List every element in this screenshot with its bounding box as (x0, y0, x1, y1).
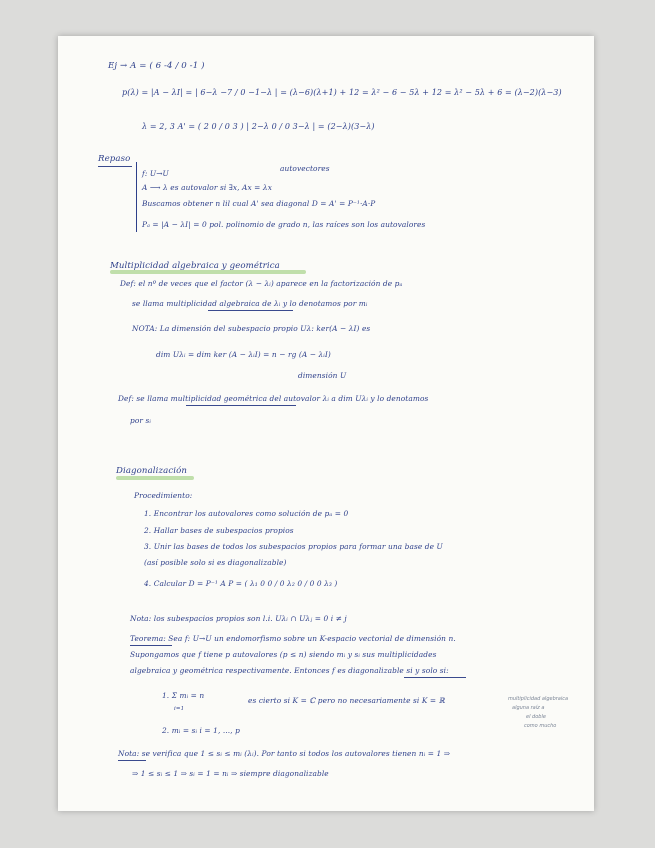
condition-1-subscript: i=1 (174, 706, 185, 712)
side-note-3: el doble (526, 714, 546, 720)
def-geometrica-line-1: Def: se llama multiplicidad geométrica del autovalor λᵢ a dim Uλᵢ y lo denotamos (118, 394, 429, 403)
dimension-note: dimensión U (298, 371, 347, 380)
teorema-line-2: Supongamos que f tiene p autovalores (p ≤ n) siendo mᵢ y sᵢ sus multiplicidades (130, 650, 437, 659)
side-note-4: como mucho (524, 723, 557, 729)
condition-1-note: es cierto si K = ℂ pero no necesariamente si K = ℝ (248, 696, 445, 705)
def-algebraica-line-1: Def: el nº de veces que el factor (λ − λᵢ) aparece en la factorización de pₐ (120, 279, 403, 288)
step-4: 4. Calcular D = P⁻¹ A P = ( λ₁ 0 0 / 0 λ₂ 0 / 0 0 λ₃ ) (144, 579, 338, 588)
repaso-line-4: Pₐ = |A − λI| = 0 pol. polinomio de grado n, las raíces son los autovalores (142, 220, 426, 229)
def-geometrica-line-2: por sᵢ (130, 416, 151, 425)
nota-final-underline (118, 760, 146, 761)
procedimiento-label: Procedimiento: (134, 491, 193, 500)
autovectores-note: autovectores (280, 164, 330, 173)
teorema-line-1: Teorema: Sea f: U→U un endomorfismo sobre un K-espacio vectorial de dimensión n. (130, 634, 456, 643)
condition-1: 1. Σ mᵢ = n (162, 691, 205, 700)
eigenvalues-line: λ = 2, 3 A' = ( 2 0 / 0 3 ) | 2−λ 0 / 0 3−λ | = (2−λ)(3−λ) (142, 122, 375, 131)
side-note-1: multiplicidad algebraica (508, 696, 569, 702)
step-3-line-1: 3. Unir las bases de todos los subespacios propios para formar una base de U (144, 542, 443, 551)
dimension-formula: dim Uλᵢ = dim ker (A − λᵢI) = n − rg (A − λᵢI) (156, 350, 331, 359)
repaso-underline (98, 166, 132, 167)
step-3-line-2: (así posible solo si es diagonalizable) (144, 558, 287, 567)
repaso-line-1: f: U→U (142, 169, 169, 178)
def-algebraica-line-2: se llama multiplicidad algebraica de λᵢ y lo denotamos por mᵢ (132, 299, 368, 308)
side-note-2: alguna raíz a (512, 705, 545, 711)
nota-final-line-1: Nota: se verifica que 1 ≤ sᵢ ≤ mᵢ (λᵢ). Por tanto si todos los autovalores tienen nᵢ = 1 ⇒ (118, 749, 451, 758)
repaso-heading: Repaso (98, 154, 131, 164)
repaso-bracket (136, 162, 137, 232)
geometrica-underline (186, 405, 296, 406)
repaso-line-3: Buscamos obtener n lil cual A' sea diagonal D = A' = P⁻¹·A·P (142, 199, 376, 208)
diagonalizable-underline (404, 677, 466, 678)
diagonalizacion-heading: Diagonalización (116, 466, 188, 476)
characteristic-polynomial-line: p(λ) = |A − λI| = | 6−λ −7 / 0 −1−λ | = (λ−6)(λ+1) + 12 = λ² − 6 − 5λ + 12 = λ² − 5λ + 6 = (λ−2)(λ−3) (122, 88, 562, 97)
handwritten-page (58, 36, 594, 811)
multiplicidad-heading: Multiplicidad algebraica y geométrica (110, 261, 280, 271)
condition-2: 2. mᵢ = sᵢ i = 1, ..., p (162, 726, 240, 735)
step-2: 2. Hallar bases de subespacios propios (144, 526, 294, 535)
teorema-underline (130, 645, 172, 646)
nota-subespacios: Nota: los subespacios propios son l.i. Uλᵢ ∩ Uλⱼ = 0 i ≠ j (130, 614, 347, 623)
teorema-line-3: algebraica y geométrica respectivamente. Entonces f es diagonalizable si y solo si: (130, 666, 449, 675)
example-matrix-line: Ej → A = ( 6 -4 / 0 -1 ) (108, 61, 205, 71)
step-1: 1. Encontrar los autovalores como solución de pₐ = 0 (144, 509, 349, 518)
repaso-line-2: A ⟶ λ es autovalor si ∃x, Ax = λx (142, 183, 272, 192)
algebraica-underline (208, 310, 293, 311)
nota-final-line-2: ⇒ 1 ≤ sᵢ ≤ 1 ⇒ sᵢ = 1 = nᵢ ⇒ siempre diagonalizable (132, 769, 329, 778)
diag-heading-highlight (116, 476, 194, 480)
nota-dimension: NOTA: La dimensión del subespacio propio Uλ: ker(A − λI) es (132, 324, 371, 333)
